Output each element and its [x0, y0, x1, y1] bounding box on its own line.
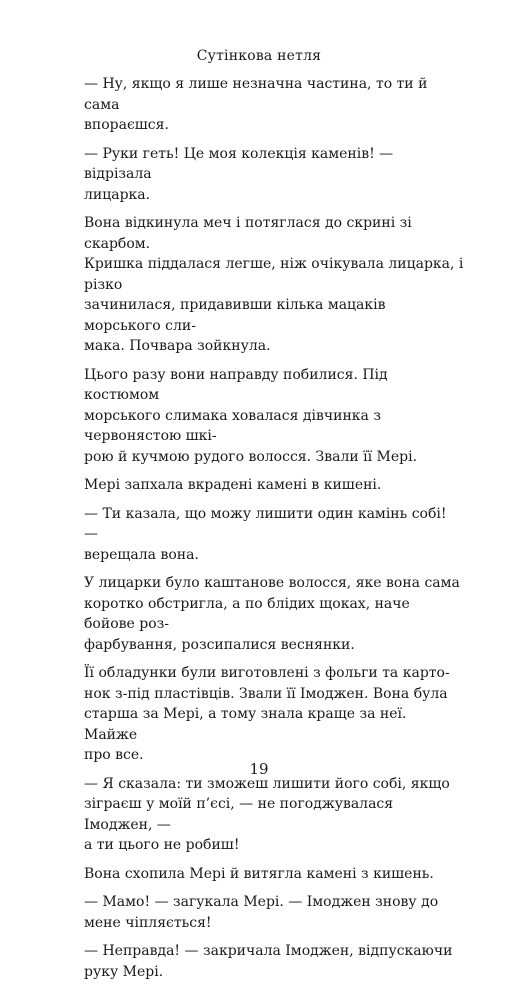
paragraph: Цього разу вони направду побилися. Під костюмом морського слимака ховалася дівчинка з червонястою шкі- рою й кучмою рудого волосся. Звали її Мері.: [84, 366, 418, 465]
paragraph: Її обладунки були виготовлені з фольги та карто- нок з-під пластівців. Звали її Імоджен. Вона була старша за Мері, а тому знала краще за неї. Майже про все.: [84, 665, 450, 763]
paragraph: — Ну, якщо я лише незначна частина, то ти й сама впораєшся.: [84, 76, 428, 133]
paragraph: Мері запхала вкрадені камені в кишені.: [84, 477, 382, 493]
paragraph: — Ти казала, що можу лишити один камінь собі! — верещала вона.: [84, 505, 447, 563]
paragraph: Вона схопила Мері й витягла камені з кишень.: [84, 865, 434, 882]
paragraph: Вона відкинула меч і потяглася до скрині зі скарбом. Кришка піддалася легше, ніж очікувала лицарка, і різко зачинилася, придавивши кілька мацаків морського сли- мака. Почвара зойкнула.: [84, 215, 464, 354]
paragraph: — Мамо! — загукала Мері. — Імоджен знову до мене чіпляється!: [84, 894, 439, 931]
paragraph: — Я сказала: ти зможеш лишити його собі, якщо зіграєш у моїй п’єсі, — не погоджувалася Імоджен, — а ти цього не робиш!: [84, 775, 450, 853]
paragraph: — Руки геть! Це моя колекція каменів! — відрізала лицарка.: [84, 145, 394, 203]
running-head: Сутінкова нетля: [196, 48, 322, 64]
paragraph: У лицарки було каштанове волосся, яке вона сама коротко обстригла, а по блідих щоках, наче бойове роз- фарбування, розсипалися веснянки.: [84, 575, 460, 653]
page-number: 19: [249, 760, 269, 778]
body-text: [84, 74, 464, 990]
paragraph: — Неправда! — закричала Імоджен, відпускаючи руку Мері.: [84, 943, 453, 980]
